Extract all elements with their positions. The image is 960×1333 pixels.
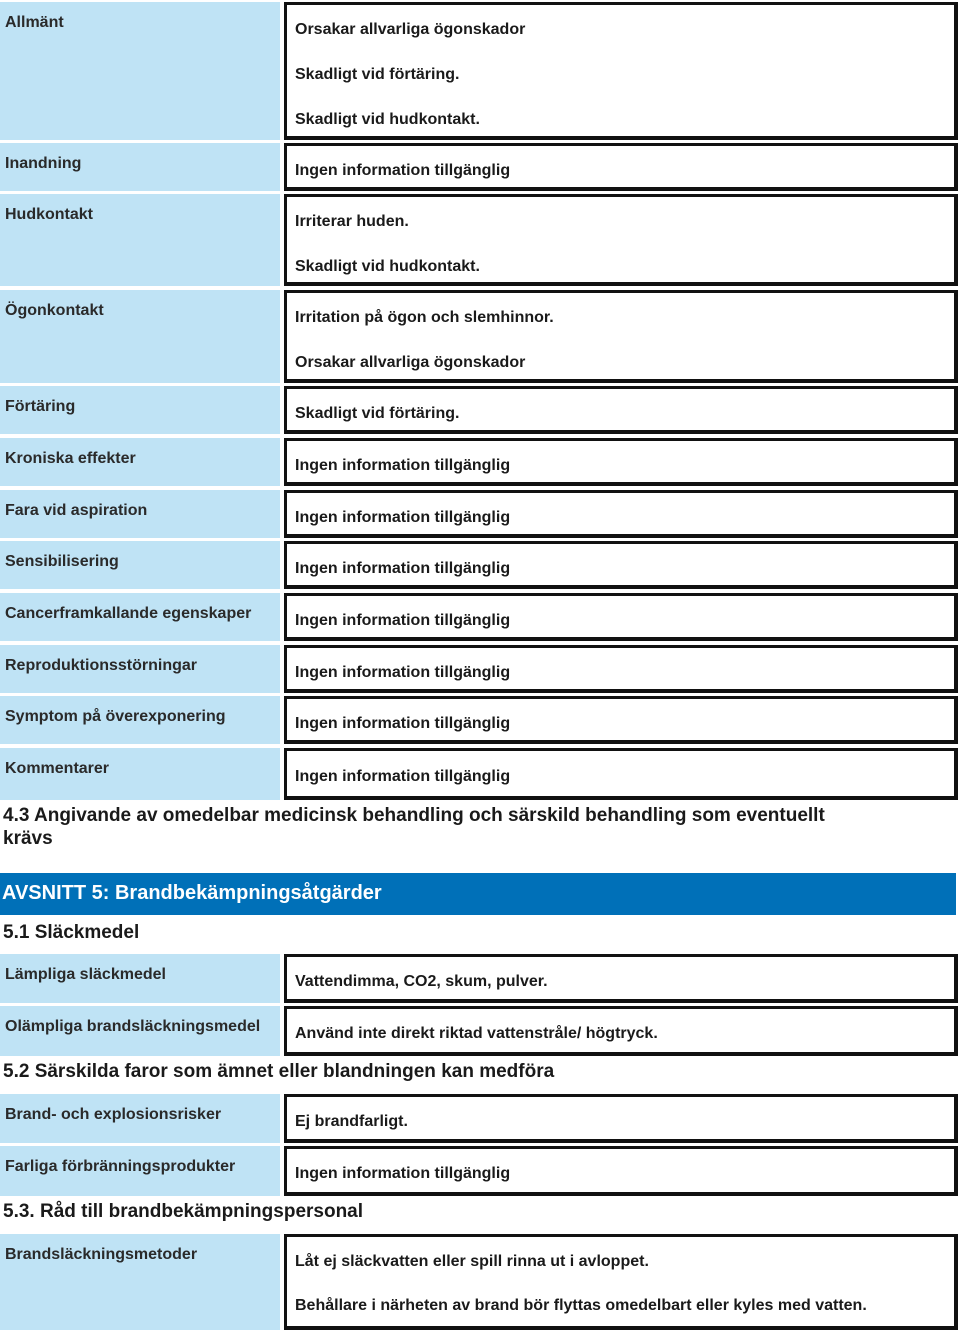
row-label: Fara vid aspiration — [0, 490, 280, 538]
value-line: Ingen information tillgänglig — [295, 560, 511, 577]
table-row — [0, 1006, 960, 1056]
row-value — [284, 954, 958, 1003]
table-row — [0, 1234, 960, 1330]
row-label: Symptom på överexponering — [0, 696, 280, 744]
row-label: Förtäring — [0, 386, 280, 434]
row-value — [284, 748, 958, 800]
row-value — [284, 490, 958, 538]
table-row — [0, 143, 960, 191]
section-heading-5-1: 5.1 Släckmedel — [3, 922, 140, 943]
table-row — [0, 696, 960, 744]
row-value — [284, 386, 958, 434]
table-row — [0, 386, 960, 434]
value-line: Irritation på ögon och slemhinnor. — [295, 309, 554, 326]
value-line: Skadligt vid förtäring. — [295, 66, 460, 83]
row-label: Brandsläckningsmetoder — [0, 1234, 280, 1330]
row-label: Kroniska effekter — [0, 438, 280, 486]
row-value — [284, 2, 958, 140]
table-row — [0, 954, 960, 1003]
value-line: Ej brandfarligt. — [295, 1113, 408, 1130]
value-line: Ingen information tillgänglig — [295, 768, 511, 785]
row-label: Kommentarer — [0, 748, 280, 800]
value-line: Skadligt vid hudkontakt. — [295, 258, 480, 275]
table-row — [0, 645, 960, 693]
section-heading-5-2: 5.2 Särskilda faror som ämnet eller blandningen kan medföra — [3, 1061, 555, 1082]
row-value — [284, 143, 958, 191]
table-row — [0, 290, 960, 383]
value-line: Irriterar huden. — [295, 213, 409, 230]
row-label: Inandning — [0, 143, 280, 191]
value-line: Ingen information tillgänglig — [295, 664, 511, 681]
row-label: Farliga förbränningsprodukter — [0, 1146, 280, 1196]
row-label: Ögonkontakt — [0, 290, 280, 383]
value-line: Ingen information tillgänglig — [295, 162, 511, 179]
value-line: Ingen information tillgänglig — [295, 1165, 511, 1182]
table-row — [0, 194, 960, 286]
row-value — [284, 194, 958, 286]
section-title-bar: AVSNITT 5: Brandbekämpningsåtgärder — [0, 873, 956, 915]
table-row — [0, 541, 960, 589]
value-line: Vattendimma, CO2, skum, pulver. — [295, 973, 548, 990]
row-value — [284, 696, 958, 744]
row-value — [284, 438, 958, 486]
value-line: Ingen information tillgänglig — [295, 715, 511, 732]
value-line: Orsakar allvarliga ögonskador — [295, 21, 526, 38]
row-value — [284, 290, 958, 383]
value-line: Skadligt vid hudkontakt. — [295, 111, 480, 128]
table-row — [0, 748, 960, 800]
row-label: Sensibilisering — [0, 541, 280, 589]
value-line: Behållare i närheten av brand bör flyttas omedelbart eller kyles med vatten. — [295, 1297, 867, 1314]
table-row — [0, 490, 960, 538]
row-label: Hudkontakt — [0, 194, 280, 286]
table-row — [0, 1146, 960, 1196]
value-line: Låt ej släckvatten eller spill rinna ut i avloppet. — [295, 1253, 649, 1270]
row-value — [284, 593, 958, 641]
value-line: Ingen information tillgänglig — [295, 457, 511, 474]
row-value — [284, 1234, 958, 1330]
value-line: Ingen information tillgänglig — [295, 509, 511, 526]
value-line: Orsakar allvarliga ögonskador — [295, 354, 526, 371]
row-label: Allmänt — [0, 2, 280, 140]
row-value — [284, 1146, 958, 1196]
row-value — [284, 1006, 958, 1056]
value-line: Ingen information tillgänglig — [295, 612, 511, 629]
table-row — [0, 2, 960, 140]
table-row — [0, 593, 960, 641]
row-value — [284, 1094, 958, 1143]
row-value — [284, 645, 958, 693]
section-heading-5-3: 5.3. Råd till brandbekämpningspersonal — [3, 1201, 364, 1222]
value-line: Skadligt vid förtäring. — [295, 405, 460, 422]
row-label: Brand- och explosionsrisker — [0, 1094, 280, 1143]
section-heading-4-3: 4.3 Angivande av omedelbar medicinsk behandling och särskild behandling som eventuellt krävs — [3, 805, 825, 849]
row-label: Olämpliga brandsläckningsmedel — [0, 1006, 280, 1056]
value-line: Använd inte direkt riktad vattenstråle/ högtryck. — [295, 1025, 658, 1042]
row-value — [284, 541, 958, 589]
table-row — [0, 1094, 960, 1143]
row-label: Reproduktionsstörningar — [0, 645, 280, 693]
row-label: Cancerframkallande egenskaper — [0, 593, 280, 641]
row-label: Lämpliga släckmedel — [0, 954, 280, 1003]
table-row — [0, 438, 960, 486]
